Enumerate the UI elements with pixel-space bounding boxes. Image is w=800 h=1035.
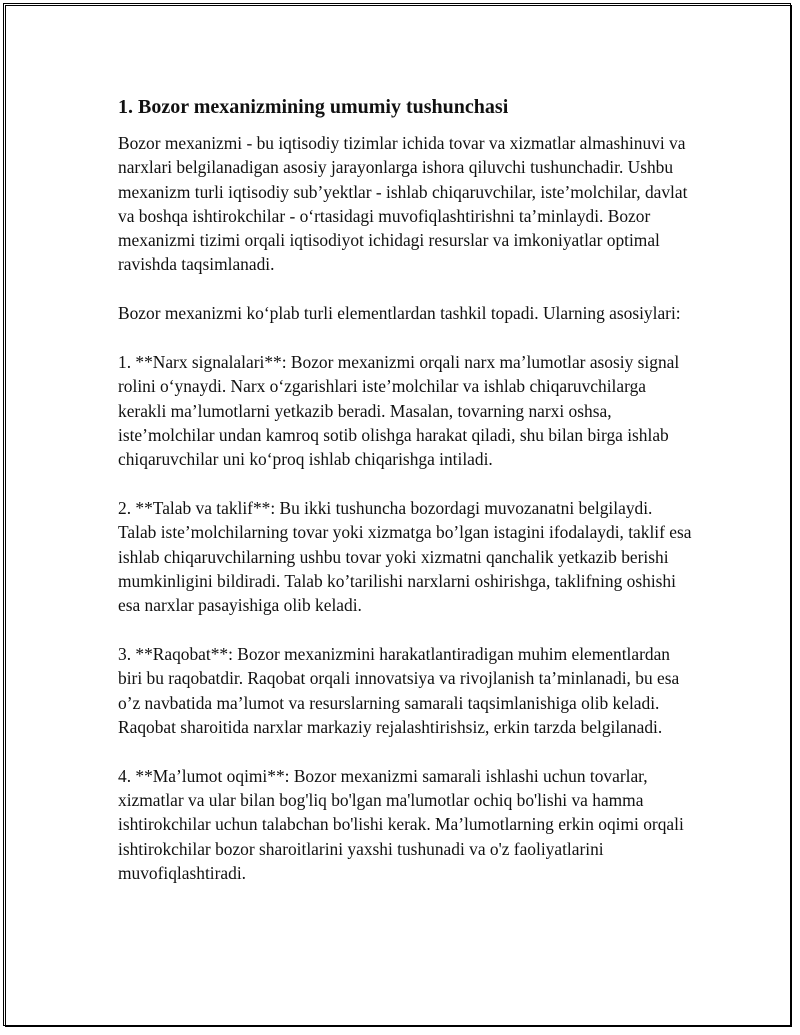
paragraph-intro: Bozor mexanizmi - bu iqtisodiy tizimlar ichida tovar va xizmatlar almashinuvi va narxlari belgilanadigan asosiy jarayonlarga ishora qiluvchi tushunchadir. Ushbu mexanizm turli iqtisodiy sub’yektlar - ishlab chiqaruvchilar, iste’molchilar, davlat va boshqa ishtirokchilar - o‘rtasidagi muvofiqlashtirishni ta’minlaydi. Bozor mexanizmi tizimi orqali iqtisodiyot ichidagi resurslar va imkoniyatlar optimal ravishda taqsimlanadi. (118, 133, 688, 275)
paragraph-information-flow: 4. **Ma’lumot oqimi**: Bozor mexanizmi samarali ishlashi uchun tovarlar, xizmatlar va ular bilan bog'liq bo'lgan ma'lumotlar ochiq bo'lishi va hamma ishtirokchilar uchun talabchan bo'lishi kerak. Ma’lumotlarning erkin oqimi orqali ishtirokchilar bozor sharoitlarini yaxshi tushunadi va o'z faoliyatlarini muvofiqlashtiradi. (118, 765, 684, 883)
paragraph-competition: 3. **Raqobat**: Bozor mexanizmini harakatlantiradigan muhim elementlardan biri bu raqobatdir. Raqobat orqali innovatsiya va rivojlanish ta’minlanadi, bu esa o’z navbatida ma’lumot va resurslarning samarali taqsimlanishiga olib keladi. Raqobat sharoitida narxlar markaziy rejalashtirishsiz, erkin tarzda belgilanadi. (118, 644, 680, 737)
document-title: 1. Bozor mexanizmining umumiy tushunchasi (118, 96, 509, 118)
paragraph-elements-lead: Bozor mexanizmi ko‘plab turli elementlardan tashkil topadi. Ularning asosiylari: (118, 303, 681, 324)
paragraph-supply-demand: 2. **Talab va taklif**: Bu ikki tushuncha bozordagi muvozanatni belgilaydi. Talab iste’molchilarning tovar yoki xizmatga bo’lgan istagini ifodalaydi, taklif esa ishlab chiqaruvchilarning ushbu tovar yoki xizmatni qanchalik yetkazib berishi mumkinligini bildiradi. Talab ko’tarilishi narxlarni oshirishga, taklifning oshishi esa narxlar pasayishiga olib keladi. (118, 498, 692, 616)
document-body (118, 95, 693, 910)
paragraph-price-signals: 1. **Narx signalalari**: Bozor mexanizmi orqali narx ma’lumotlar asosiy signal rolini o‘ynaydi. Narx o‘zgarishlari iste’molchilar va ishlab chiqaruvchilarga kerakli ma’lumotlarni yetkazib beradi. Masalan, tovarning narxi oshsa, iste’molchilar undan kamroq sotib olishga harakat qiladi, shu bilan birga ishlab chiqaruvchilar uni ko‘proq ishlab chiqarishga intiladi. (118, 352, 680, 470)
